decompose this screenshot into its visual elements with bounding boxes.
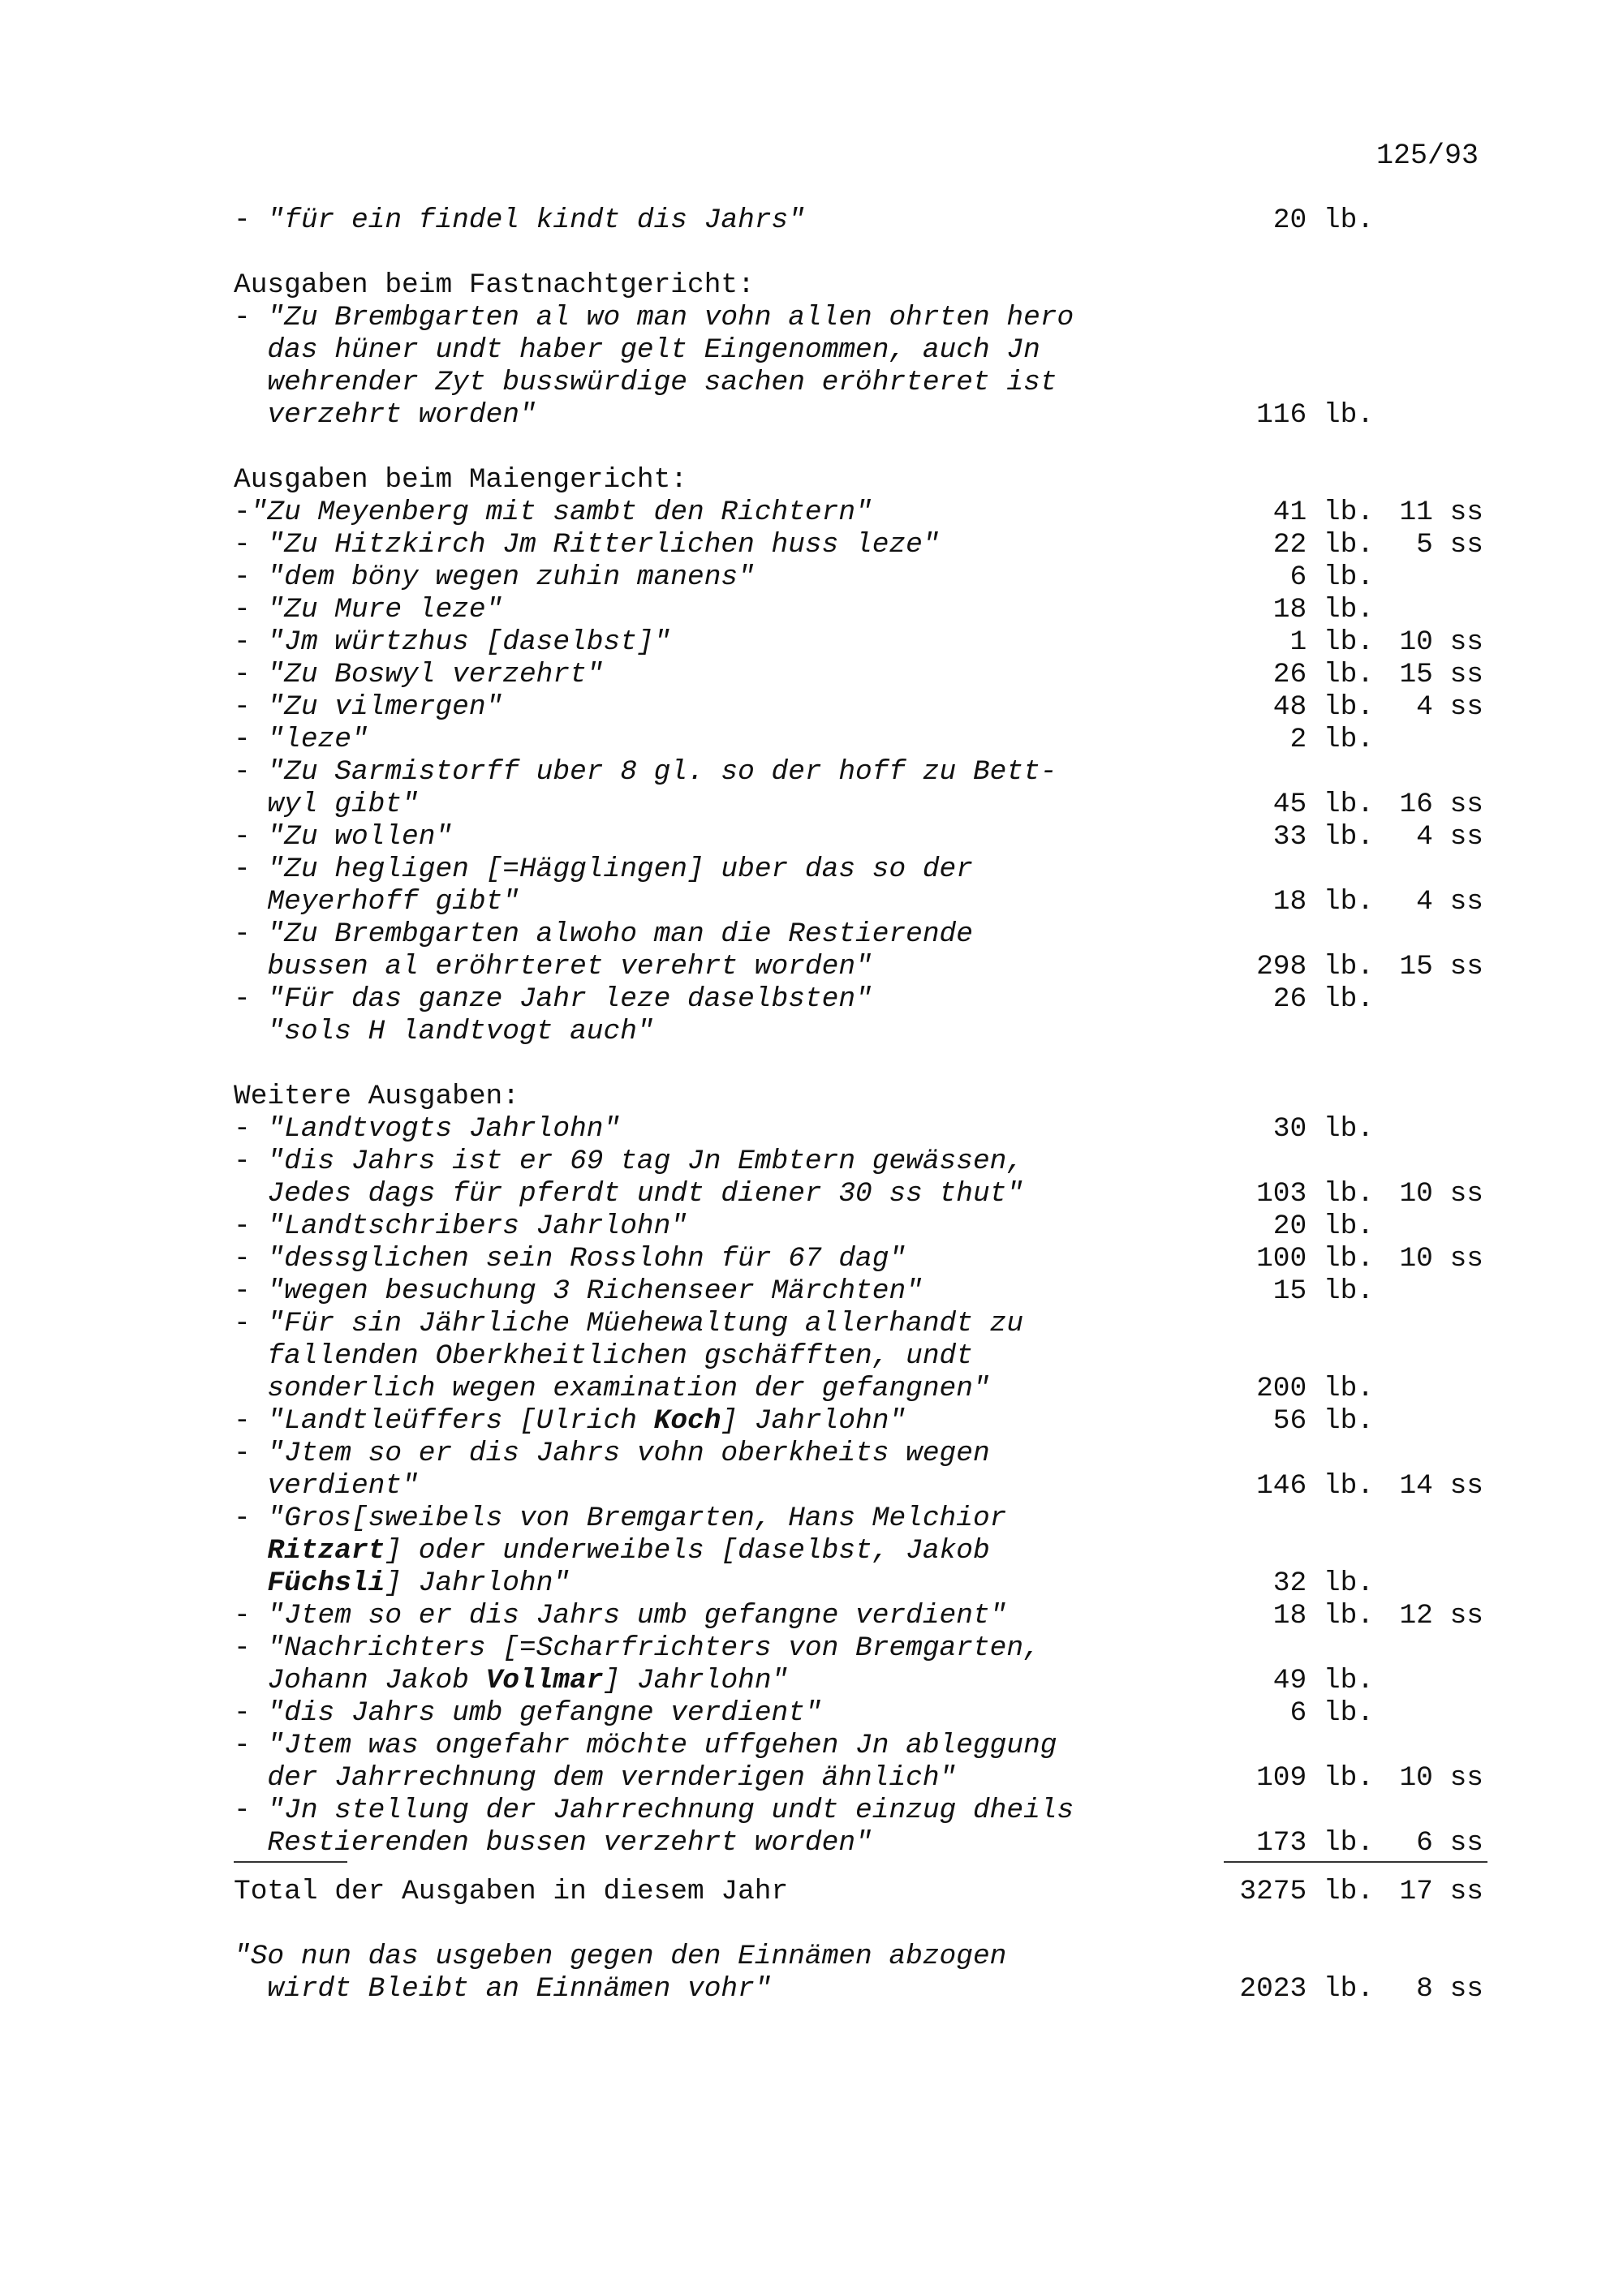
amount-lb: 6 lb.: [1289, 1697, 1374, 1729]
line-text: - "Gros[sweibels von Bremgarten, Hans Melchior: [234, 1503, 1007, 1534]
amount-ss: 16 ss: [1399, 789, 1483, 820]
amount-ss: [1374, 1016, 1483, 1048]
ledger-line: [234, 1016, 1500, 1048]
amount-lb: [1199, 1016, 1374, 1048]
amount-ss: 10 ss: [1399, 1178, 1483, 1210]
ledger-line: [234, 1373, 1500, 1405]
blank-line: [234, 1048, 1500, 1081]
ledger-line: [234, 1827, 1500, 1860]
line-text: - "Landtleüffers [Ulrich Koch] Jahrlohn": [234, 1405, 906, 1437]
ledger-line: [234, 1730, 1500, 1762]
page-number: 125/93: [1375, 140, 1479, 172]
amount-lb: 109 lb.: [1256, 1762, 1374, 1794]
ledger-line: [234, 1503, 1500, 1535]
amount: [1199, 918, 1500, 951]
line-text: Weitere Ausgaben:: [234, 1081, 519, 1112]
ledger-line: [234, 1941, 1500, 1973]
amount: [1199, 497, 1500, 529]
amount: [1199, 367, 1500, 399]
amount-lb: 146 lb.: [1256, 1470, 1374, 1502]
amount: [1199, 853, 1500, 886]
amount: [1199, 1178, 1500, 1210]
section-heading: [234, 1876, 1500, 1908]
amount-lb: 100 lb.: [1256, 1243, 1374, 1275]
ledger-line: [234, 594, 1500, 626]
amount: [1199, 529, 1500, 561]
line-text: - "Zu Boswyl verzehrt": [234, 659, 604, 690]
ledger-line: [234, 1762, 1500, 1795]
line-text: - "Jm würtzhus [daselbst]": [234, 626, 671, 658]
ledger-line: [234, 1697, 1500, 1730]
line-text: - "für ein findel kindt dis Jahrs": [234, 204, 805, 236]
ledger-line: [234, 497, 1500, 529]
amount-ss: [1374, 302, 1483, 334]
ledger-line: [234, 1243, 1500, 1275]
line-text: - "Für sin Jährliche Müehewaltung allerhandt zu: [234, 1308, 1024, 1339]
amount-lb: [1199, 918, 1374, 951]
amount-ss: [1374, 1632, 1483, 1665]
line-text: - "Zu vilmergen": [234, 691, 503, 723]
ledger-line: [234, 1470, 1500, 1503]
line-text: - "Landtvogts Jahrlohn": [234, 1113, 621, 1145]
amount-ss: 12 ss: [1399, 1600, 1483, 1632]
amount-ss: [1374, 1941, 1483, 1973]
ledger-line: [234, 1600, 1500, 1632]
amount-lb: [1199, 1340, 1374, 1373]
ledger-line: [234, 626, 1500, 659]
amount: [1199, 886, 1500, 918]
blank-line: [234, 1908, 1500, 1941]
amount-lb: [1199, 1438, 1374, 1470]
amount-lb: 56 lb.: [1272, 1405, 1374, 1437]
amount-lb: 20 lb.: [1272, 204, 1374, 236]
amount-ss: 15 ss: [1399, 951, 1483, 982]
amount-ss: [1374, 1373, 1483, 1405]
ledger-line: [234, 1340, 1500, 1373]
amount-lb: [1199, 367, 1374, 399]
amount: [1199, 1795, 1500, 1827]
line-text: sonderlich wegen examination der gefangnen": [267, 1373, 990, 1404]
amount-ss: [1374, 918, 1483, 951]
amount: [1199, 269, 1500, 302]
amount: [1199, 756, 1500, 789]
line-text: Ritzart] oder underweibels [daselbst, Jakob: [267, 1535, 990, 1567]
line-text: verzehrt worden": [267, 399, 536, 431]
line-text: "sols H landtvogt auch": [267, 1016, 654, 1047]
line-text: - "dem böny wegen zuhin manens": [234, 561, 755, 593]
amount-ss: [1374, 1697, 1483, 1730]
amount-ss: [1374, 399, 1483, 432]
amount: [1199, 1503, 1500, 1535]
amount: [1199, 1243, 1500, 1275]
ledger-line: [234, 853, 1500, 886]
line-text: verdient": [267, 1470, 419, 1502]
amount: [1199, 204, 1500, 237]
amount: [1199, 1632, 1500, 1665]
line-text: - "Nachrichters [=Scharfrichters von Bremgarten,: [234, 1632, 1040, 1664]
amount-ss: [1374, 1081, 1483, 1113]
ledger-line: [234, 1632, 1500, 1665]
line-text: Jedes dags für pferdt undt diener 30 ss thut": [267, 1178, 1024, 1210]
amount-ss: [1374, 334, 1483, 367]
line-text: - "leze": [234, 724, 368, 755]
amount-lb: 20 lb.: [1272, 1210, 1374, 1242]
amount-lb: [1199, 1730, 1374, 1762]
amount-lb: 103 lb.: [1256, 1178, 1374, 1210]
amount-ss: 14 ss: [1399, 1470, 1483, 1502]
amount-ss: 11 ss: [1399, 497, 1483, 528]
amount-lb: 116 lb.: [1256, 399, 1374, 431]
ledger-line: [234, 724, 1500, 756]
amount-lb: 26 lb.: [1272, 983, 1374, 1015]
ledger-line: [234, 918, 1500, 951]
line-text: - "dis Jahrs umb gefangne verdient": [234, 1697, 822, 1729]
ledger-line: [234, 1405, 1500, 1438]
amount-ss: 4 ss: [1416, 691, 1483, 723]
amount-lb: [1199, 756, 1374, 789]
ledger-line: [234, 1178, 1500, 1210]
ledger-line: [234, 1438, 1500, 1470]
ledger-line: [234, 334, 1500, 367]
amount-lb: [1199, 1308, 1374, 1340]
amount: [1199, 1081, 1500, 1113]
amount-lb: 33 lb.: [1272, 821, 1374, 853]
ledger-line: [234, 821, 1500, 853]
amount-lb: 30 lb.: [1272, 1113, 1374, 1145]
amount: [1199, 399, 1500, 432]
amount-lb: 6 lb.: [1289, 561, 1374, 593]
ledger-line: [234, 1795, 1500, 1827]
ledger-line: [234, 1665, 1500, 1697]
amount-lb: [1199, 1632, 1374, 1665]
line-text: -"Zu Meyenberg mit sambt den Richtern": [234, 497, 872, 528]
amount: [1199, 1827, 1500, 1860]
line-text: Restierenden bussen verzehrt worden": [267, 1827, 872, 1859]
amount-ss: [1374, 1535, 1483, 1567]
amount-lb: 1 lb.: [1289, 626, 1374, 658]
line-text: - "dis Jahrs ist er 69 tag Jn Embtern gewässen,: [234, 1146, 1024, 1177]
ledger-line: [234, 1567, 1500, 1600]
line-text: - "Zu Brembgarten alwoho man die Restierende: [234, 918, 973, 950]
ledger-line: [234, 1535, 1500, 1567]
line-text: - "Zu Sarmistorff uber 8 gl. so der hoff zu Bett-: [234, 756, 1057, 788]
amount-lb: [1199, 269, 1374, 302]
amount: [1199, 1373, 1500, 1405]
amount-ss: 10 ss: [1399, 626, 1483, 658]
ledger-line: [234, 756, 1500, 789]
amount: [1199, 983, 1500, 1016]
amount: [1199, 1275, 1500, 1308]
amount: [1199, 691, 1500, 724]
amount-lb: 18 lb.: [1272, 1600, 1374, 1632]
amount-lb: 15 lb.: [1272, 1275, 1374, 1307]
amount-ss: 10 ss: [1399, 1243, 1483, 1275]
amount: [1199, 1730, 1500, 1762]
ledger-line: [234, 1210, 1500, 1243]
amount-ss: [1374, 1795, 1483, 1827]
amount: [1199, 1016, 1500, 1048]
amount-lb: [1199, 1795, 1374, 1827]
amount: [1199, 1973, 1500, 2006]
line-text: - "Zu hegligen [=Hägglingen] uber das so der: [234, 853, 973, 885]
amount-ss: [1374, 1210, 1483, 1243]
amount-lb: [1199, 1081, 1374, 1113]
amount-lb: 18 lb.: [1272, 886, 1374, 918]
amount-ss: 17 ss: [1399, 1876, 1483, 1907]
amount-ss: [1374, 464, 1483, 497]
amount-ss: [1374, 1113, 1483, 1146]
line-text: - "Landtschribers Jahrlohn": [234, 1210, 688, 1242]
section-heading: [234, 1081, 1500, 1113]
amount: [1199, 789, 1500, 821]
ledger-line: [234, 789, 1500, 821]
line-text: - "wegen besuchung 3 Richenseer Märchten": [234, 1275, 923, 1307]
ledger-line: [234, 1973, 1500, 2006]
amount-ss: 4 ss: [1416, 886, 1483, 918]
amount-lb: 49 lb.: [1272, 1665, 1374, 1696]
amount-lb: 22 lb.: [1272, 529, 1374, 561]
amount-lb: 26 lb.: [1272, 659, 1374, 690]
amount-ss: [1374, 1438, 1483, 1470]
line-text: - "dessglichen sein Rosslohn für 67 dag": [234, 1243, 906, 1275]
amount-lb: 2023 lb.: [1239, 1973, 1374, 2005]
line-text: das hüner undt haber gelt Eingenommen, auch Jn: [267, 334, 1040, 366]
amount: [1199, 1470, 1500, 1503]
amount-ss: [1374, 561, 1483, 594]
line-text: - "Für das ganze Jahr leze daselbsten": [234, 983, 872, 1015]
amount-lb: [1199, 1503, 1374, 1535]
amount-ss: [1374, 983, 1483, 1016]
line-text: "So nun das usgeben gegen den Einnämen abzogen: [234, 1941, 1007, 1972]
amount-ss: [1374, 1405, 1483, 1438]
amount: [1199, 594, 1500, 626]
amount: [1199, 1697, 1500, 1730]
underline-left: [234, 1861, 347, 1863]
amount-lb: 3275 lb.: [1239, 1876, 1374, 1907]
line-text: Ausgaben beim Fastnachtgericht:: [234, 269, 755, 301]
amount-ss: [1374, 269, 1483, 302]
line-text: - "Jn stellung der Jahrrechnung undt einzug dheils: [234, 1795, 1074, 1826]
line-text: - "Zu Hitzkirch Jm Ritterlichen huss leze": [234, 529, 940, 561]
amount-ss: 6 ss: [1416, 1827, 1483, 1859]
line-text: Meyerhoff gibt": [267, 886, 519, 918]
amount: [1199, 334, 1500, 367]
amount: [1199, 1665, 1500, 1697]
amount-lb: [1199, 464, 1374, 497]
ledger-line: [234, 1113, 1500, 1146]
line-text: Johann Jakob Vollmar] Jahrlohn": [267, 1665, 789, 1696]
amount: [1199, 561, 1500, 594]
line-text: Total der Ausgaben in diesem Jahr: [234, 1876, 789, 1907]
amount-ss: [1374, 1503, 1483, 1535]
ledger-line: [234, 367, 1500, 399]
line-text: - "Jtem so er dis Jahrs vohn oberkheits wegen: [234, 1438, 990, 1469]
amount-ss: [1374, 1567, 1483, 1600]
amount-ss: 10 ss: [1399, 1762, 1483, 1794]
line-text: - "Zu wollen": [234, 821, 453, 853]
amount-lb: [1199, 853, 1374, 886]
line-text: - "Jtem was ongefahr möchte uffgehen Jn ableggung: [234, 1730, 1057, 1761]
amount-ss: 5 ss: [1416, 529, 1483, 561]
ledger-line: [234, 1146, 1500, 1178]
amount-lb: 32 lb.: [1272, 1567, 1374, 1599]
ledger-line: [234, 399, 1500, 432]
amount: [1199, 1146, 1500, 1178]
amount: [1199, 1762, 1500, 1795]
ledger-line: [234, 1275, 1500, 1308]
amount: [1199, 1405, 1500, 1438]
ledger-line: [234, 204, 1500, 237]
amount: [1199, 821, 1500, 853]
amount-lb: 2 lb.: [1289, 724, 1374, 755]
amount: [1199, 1438, 1500, 1470]
amount-lb: 45 lb.: [1272, 789, 1374, 820]
ledger-line: [234, 886, 1500, 918]
amount-ss: [1374, 1730, 1483, 1762]
amount-lb: [1199, 334, 1374, 367]
line-text: Ausgaben beim Maiengericht:: [234, 464, 687, 496]
amount-ss: [1374, 204, 1483, 237]
amount: [1199, 724, 1500, 756]
line-text: wehrender Zyt busswürdige sachen eröhrteret ist: [267, 367, 1057, 398]
amount-lb: [1199, 302, 1374, 334]
ledger-line: [234, 691, 1500, 724]
amount-ss: [1374, 1275, 1483, 1308]
amount-lb: 200 lb.: [1256, 1373, 1374, 1404]
line-text: wyl gibt": [267, 789, 419, 820]
amount: [1199, 464, 1500, 497]
amount-ss: [1374, 1340, 1483, 1373]
ledger-line: [234, 983, 1500, 1016]
amount-ss: [1374, 756, 1483, 789]
ledger-line: [234, 951, 1500, 983]
amount-ss: [1374, 1665, 1483, 1697]
amount-ss: [1374, 594, 1483, 626]
line-text: - "Zu Mure leze": [234, 594, 503, 626]
amount-ss: [1374, 367, 1483, 399]
line-text: der Jahrrechnung dem vernderigen ähnlich": [267, 1762, 957, 1794]
underline-right: [1224, 1861, 1487, 1863]
amount-lb: 18 lb.: [1272, 594, 1374, 626]
amount: [1199, 1535, 1500, 1567]
amount-ss: [1374, 853, 1483, 886]
amount: [1199, 951, 1500, 983]
ledger-line: [234, 561, 1500, 594]
amount-ss: [1374, 1308, 1483, 1340]
amount-lb: 298 lb.: [1256, 951, 1374, 982]
amount-lb: [1199, 1941, 1374, 1973]
amount: [1199, 302, 1500, 334]
ledger-line: [234, 659, 1500, 691]
line-text: bussen al eröhrteret verehrt worden": [267, 951, 872, 982]
amount-lb: [1199, 1535, 1374, 1567]
amount: [1199, 659, 1500, 691]
amount-lb: 41 lb.: [1272, 497, 1374, 528]
line-text: wirdt Bleibt an Einnämen vohr": [267, 1973, 772, 2005]
amount: [1199, 1340, 1500, 1373]
ledger-line: [234, 529, 1500, 561]
amount-lb: [1199, 1146, 1374, 1178]
amount-lb: 48 lb.: [1272, 691, 1374, 723]
blank-line: [234, 237, 1500, 269]
amount: [1199, 1308, 1500, 1340]
amount: [1199, 1210, 1500, 1243]
amount: [1199, 1600, 1500, 1632]
amount: [1199, 1113, 1500, 1146]
amount-ss: [1374, 1146, 1483, 1178]
line-text: Füchsli] Jahrlohn": [267, 1567, 570, 1599]
amount-ss: [1374, 724, 1483, 756]
amount: [1199, 1941, 1500, 1973]
amount-lb: 173 lb.: [1256, 1827, 1374, 1859]
ledger-body: [234, 204, 1500, 2006]
ledger-line: [234, 302, 1500, 334]
ledger-line: [234, 1308, 1500, 1340]
section-heading: [234, 464, 1500, 497]
amount: [1199, 1567, 1500, 1600]
blank-line: [234, 432, 1500, 464]
amount: [1199, 626, 1500, 659]
line-text: fallenden Oberkheitlichen gschäfften, undt: [267, 1340, 973, 1372]
amount-ss: 8 ss: [1416, 1973, 1483, 2005]
line-text: - "Zu Brembgarten al wo man vohn allen ohrten hero: [234, 302, 1074, 333]
amount: [1199, 1876, 1500, 1908]
section-heading: [234, 269, 1500, 302]
amount-ss: 15 ss: [1399, 659, 1483, 690]
line-text: - "Jtem so er dis Jahrs umb gefangne verdient": [234, 1600, 1007, 1632]
amount-ss: 4 ss: [1416, 821, 1483, 853]
